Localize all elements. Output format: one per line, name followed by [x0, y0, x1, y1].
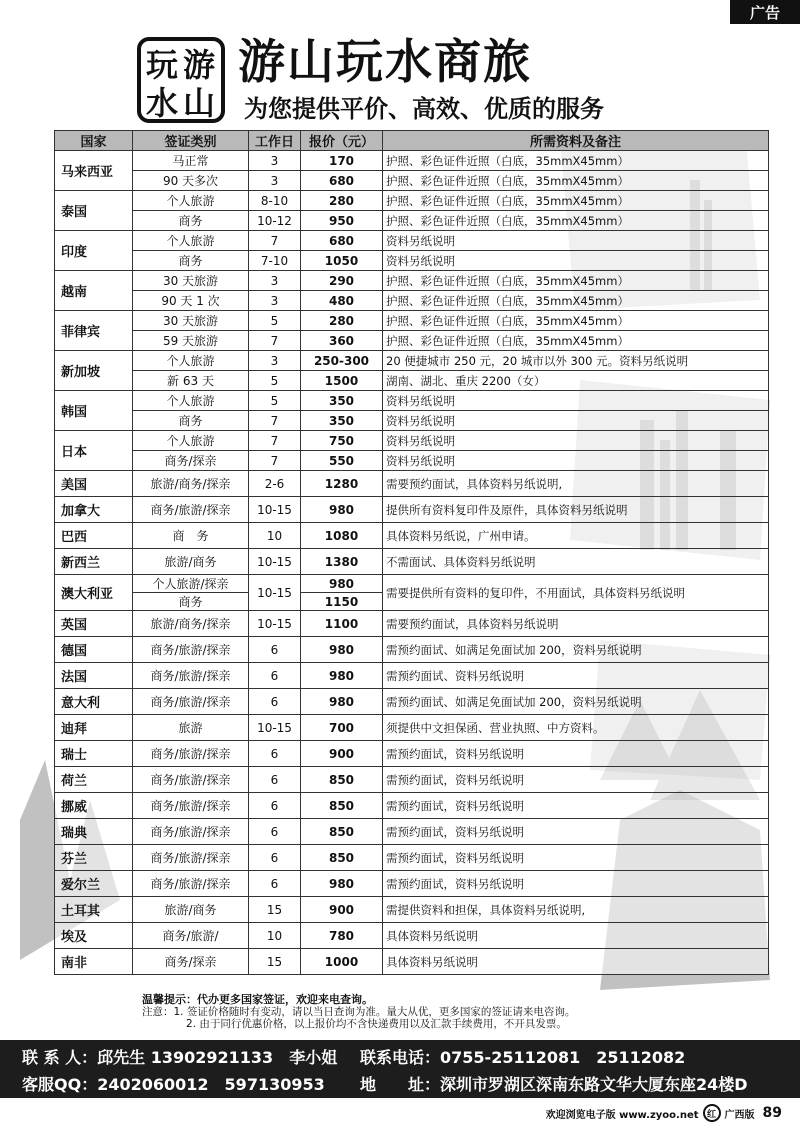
workdays-cell: 10-15	[249, 497, 301, 523]
visa-type-cell: 商务/旅游/	[133, 923, 249, 949]
visa-type-cell: 商务/旅游/探亲	[133, 637, 249, 663]
workdays-cell: 5	[249, 391, 301, 411]
country-cell: 日本	[55, 431, 133, 471]
country-cell: 埃及	[55, 923, 133, 949]
visa-type-cell: 商务/探亲	[133, 949, 249, 975]
visa-type-cell: 个人旅游	[133, 191, 249, 211]
price-cell: 350	[301, 391, 383, 411]
table-row	[55, 471, 769, 497]
notes-cell: 资料另纸说明	[383, 251, 769, 271]
header-notes: 所需资料及备注	[383, 131, 769, 151]
workdays-cell: 6	[249, 663, 301, 689]
notes-cell: 需预约面试，资料另纸说明	[383, 767, 769, 793]
price-cell: 250-300	[301, 351, 383, 371]
footer-edition: 广西版	[724, 1109, 755, 1121]
table-row	[55, 611, 769, 637]
table-row	[55, 431, 769, 451]
header-country: 国家	[55, 131, 133, 151]
workdays-cell: 2-6	[249, 471, 301, 497]
price-cell: 900	[301, 897, 383, 923]
table-row	[55, 231, 769, 251]
table-row	[55, 949, 769, 975]
price-cell: 850	[301, 793, 383, 819]
visa-type-cell: 个人旅游	[133, 391, 249, 411]
workdays-cell: 7-10	[249, 251, 301, 271]
notes-cell: 提供所有资料复印件及原件，具体资料另纸说明	[383, 497, 769, 523]
country-cell: 马来西亚	[55, 151, 133, 191]
notes-cell: 不需面试、具体资料另纸说明	[383, 549, 769, 575]
workdays-cell: 7	[249, 331, 301, 351]
country-cell: 新西兰	[55, 549, 133, 575]
notes-cell: 护照、彩色证件近照（白底，35mmX45mm）	[383, 311, 769, 331]
country-cell: 南非	[55, 949, 133, 975]
workdays-cell: 8-10	[249, 191, 301, 211]
workdays-cell: 6	[249, 741, 301, 767]
workdays-cell: 6	[249, 819, 301, 845]
visa-type-cell: 商务/探亲	[133, 451, 249, 471]
country-cell: 加拿大	[55, 497, 133, 523]
workdays-cell: 10-12	[249, 211, 301, 231]
notes-cell: 护照、彩色证件近照（白底，35mmX45mm）	[383, 151, 769, 171]
country-cell: 土耳其	[55, 897, 133, 923]
notes-cell: 护照、彩色证件近照（白底，35mmX45mm）	[383, 171, 769, 191]
table-row	[55, 391, 769, 411]
workdays-cell: 10	[249, 923, 301, 949]
notes-cell: 护照、彩色证件近照（白底，35mmX45mm）	[383, 271, 769, 291]
workdays-cell: 10-15	[249, 575, 301, 611]
visa-type-cell: 旅游/商务/探亲	[133, 471, 249, 497]
notes-cell: 资料另纸说明	[383, 391, 769, 411]
visa-type-cell: 90 天多次	[133, 171, 249, 191]
visa-type-cell: 商务	[133, 211, 249, 231]
table-header-row	[55, 131, 769, 151]
footer-logo-icon: 红	[703, 1104, 721, 1122]
table-row	[55, 689, 769, 715]
table-row	[55, 871, 769, 897]
price-cell: 980	[301, 663, 383, 689]
footer-browse-text: 欢迎浏览电子版 www.zyoo.net	[545, 1109, 699, 1121]
table-row	[55, 371, 769, 391]
visa-type-cell: 59 天旅游	[133, 331, 249, 351]
brand-subtitle: 为您提供平价、高效、优质的服务	[244, 95, 604, 123]
table-row	[55, 663, 769, 689]
workdays-cell: 3	[249, 291, 301, 311]
notes-cell: 护照、彩色证件近照（白底，35mmX45mm）	[383, 211, 769, 231]
country-cell: 法国	[55, 663, 133, 689]
visa-type-cell: 商 务	[133, 523, 249, 549]
country-cell: 迪拜	[55, 715, 133, 741]
visa-type-cell: 商务/旅游/探亲	[133, 741, 249, 767]
country-cell: 挪威	[55, 793, 133, 819]
visa-type-cell: 新 63 天	[133, 371, 249, 391]
brand-title: 游山玩水商旅	[238, 35, 532, 90]
country-cell: 意大利	[55, 689, 133, 715]
workdays-cell: 10-15	[249, 549, 301, 575]
notes-cell: 具体资料另纸说明	[383, 949, 769, 975]
visa-type-cell: 商务/旅游/探亲	[133, 497, 249, 523]
price-cell: 1500	[301, 371, 383, 391]
visa-type-cell: 90 天 1 次	[133, 291, 249, 311]
visa-type-cell: 个人旅游	[133, 231, 249, 251]
table-row	[55, 575, 769, 593]
table-row	[55, 767, 769, 793]
price-cell: 1080	[301, 523, 383, 549]
country-cell: 菲律宾	[55, 311, 133, 351]
visa-type-cell: 商务	[133, 251, 249, 271]
notes-cell: 资料另纸说明	[383, 411, 769, 431]
notes-cell: 需预约面试、如满足免面试加 200，资料另纸说明	[383, 689, 769, 715]
visa-type-cell: 旅游/商务	[133, 549, 249, 575]
visa-type-cell: 商务/旅游/探亲	[133, 663, 249, 689]
workdays-cell: 10	[249, 523, 301, 549]
ad-tag: 广告	[730, 0, 800, 24]
workdays-cell: 3	[249, 271, 301, 291]
visa-type-cell: 商务/旅游/探亲	[133, 793, 249, 819]
workdays-cell: 7	[249, 431, 301, 451]
table-body	[55, 151, 769, 975]
notes-cell: 护照、彩色证件近照（白底，35mmX45mm）	[383, 331, 769, 351]
brand-seal-logo	[136, 36, 226, 124]
country-cell: 韩国	[55, 391, 133, 431]
notes-cell: 护照、彩色证件近照（白底，35mmX45mm）	[383, 291, 769, 311]
visa-type-cell: 个人旅游	[133, 431, 249, 451]
price-cell: 680	[301, 171, 383, 191]
country-cell: 英国	[55, 611, 133, 637]
country-cell: 德国	[55, 637, 133, 663]
workdays-cell: 15	[249, 949, 301, 975]
table-row	[55, 819, 769, 845]
contact-phone: 联系电话：0755-25112081 25112082	[360, 1047, 686, 1067]
notes-cell: 需预约面试，资料另纸说明	[383, 793, 769, 819]
notes-cell: 护照、彩色证件近照（白底，35mmX45mm）	[383, 191, 769, 211]
price-cell: 280	[301, 311, 383, 331]
visa-type-cell: 旅游	[133, 715, 249, 741]
country-cell: 新加坡	[55, 351, 133, 391]
table-row	[55, 897, 769, 923]
visa-type-cell: 旅游/商务/探亲	[133, 611, 249, 637]
notes-cell: 须提供中文担保函、营业执照、中方资料。	[383, 715, 769, 741]
country-cell: 荷兰	[55, 767, 133, 793]
price-cell: 980	[301, 871, 383, 897]
visa-type-cell: 30 天旅游	[133, 271, 249, 291]
workdays-cell: 6	[249, 845, 301, 871]
notes-cell: 需提供资料和担保，具体资料另纸说明,	[383, 897, 769, 923]
country-cell: 瑞士	[55, 741, 133, 767]
country-cell: 爱尔兰	[55, 871, 133, 897]
workdays-cell: 7	[249, 231, 301, 251]
visa-type-cell: 商务/旅游/探亲	[133, 767, 249, 793]
notes-cell: 资料另纸说明	[383, 431, 769, 451]
price-cell: 1150	[301, 593, 383, 611]
table-row	[55, 311, 769, 331]
country-cell: 印度	[55, 231, 133, 271]
price-cell: 850	[301, 845, 383, 871]
notes-cell: 需预约面试，资料另纸说明	[383, 741, 769, 767]
price-cell: 290	[301, 271, 383, 291]
price-cell: 480	[301, 291, 383, 311]
visa-type-cell: 商务/旅游/探亲	[133, 819, 249, 845]
price-cell: 1380	[301, 549, 383, 575]
table-row	[55, 793, 769, 819]
contact-bar	[0, 1040, 800, 1098]
price-cell: 700	[301, 715, 383, 741]
country-cell: 美国	[55, 471, 133, 497]
table-row	[55, 741, 769, 767]
workdays-cell: 3	[249, 151, 301, 171]
price-cell: 550	[301, 451, 383, 471]
price-cell: 1100	[301, 611, 383, 637]
price-cell: 980	[301, 689, 383, 715]
table-row	[55, 351, 769, 371]
visa-type-cell: 个人旅游	[133, 351, 249, 371]
tips-block	[142, 994, 762, 1030]
notes-cell: 需要预约面试，具体资料另纸说明	[383, 611, 769, 637]
notes-cell: 需预约面试，资料另纸说明	[383, 819, 769, 845]
visa-type-cell: 旅游/商务	[133, 897, 249, 923]
workdays-cell: 3	[249, 171, 301, 191]
table-row	[55, 171, 769, 191]
price-cell: 850	[301, 819, 383, 845]
country-cell: 越南	[55, 271, 133, 311]
header-visa-type: 签证类别	[133, 131, 249, 151]
visa-type-cell: 商务	[133, 411, 249, 431]
visa-type-cell: 商务/旅游/探亲	[133, 871, 249, 897]
table-row	[55, 251, 769, 271]
page-number: 89	[762, 1105, 782, 1121]
visa-type-cell: 马正常	[133, 151, 249, 171]
table-row	[55, 331, 769, 351]
workdays-cell: 15	[249, 897, 301, 923]
workdays-cell: 6	[249, 689, 301, 715]
notes-cell: 需预约面试、如满足免面试加 200，资料另纸说明	[383, 637, 769, 663]
table-row	[55, 291, 769, 311]
price-cell: 750	[301, 431, 383, 451]
workdays-cell: 10-15	[249, 611, 301, 637]
table-row	[55, 923, 769, 949]
price-cell: 900	[301, 741, 383, 767]
country-cell: 澳大利亚	[55, 575, 133, 611]
price-cell: 1280	[301, 471, 383, 497]
country-cell: 芬兰	[55, 845, 133, 871]
table-row	[55, 211, 769, 231]
header-workdays: 工作日	[249, 131, 301, 151]
seal-char-4: 水	[146, 84, 179, 122]
table-row	[55, 451, 769, 471]
price-cell: 980	[301, 637, 383, 663]
visa-type-cell: 个人旅游/探亲	[133, 575, 249, 593]
table-row	[55, 715, 769, 741]
notes-cell: 需预约面试，资料另纸说明	[383, 845, 769, 871]
price-cell: 360	[301, 331, 383, 351]
workdays-cell: 7	[249, 411, 301, 431]
header-price: 报价（元）	[301, 131, 383, 151]
table-row	[55, 845, 769, 871]
workdays-cell: 6	[249, 871, 301, 897]
tips-line-1: 注意：1. 签证价格随时有变动，请以当日查询为准。量大从优，更多国家的签证请来电咨询。	[142, 1006, 576, 1018]
contact-address: 地 址：深圳市罗湖区深南东路文华大厦东座24楼D	[360, 1074, 748, 1094]
seal-char-1: 游	[183, 46, 216, 84]
notes-cell: 需预约面试、资料另纸说明	[383, 663, 769, 689]
table-row	[55, 151, 769, 171]
country-cell: 巴西	[55, 523, 133, 549]
table-row	[55, 411, 769, 431]
tips-title: 温馨提示：代办更多国家签证，欢迎来电查询。	[142, 993, 373, 1006]
visa-type-cell: 30 天旅游	[133, 311, 249, 331]
country-cell: 泰国	[55, 191, 133, 231]
price-cell: 280	[301, 191, 383, 211]
price-cell: 680	[301, 231, 383, 251]
table-row	[55, 271, 769, 291]
notes-cell: 需要预约面试，具体资料另纸说明,	[383, 471, 769, 497]
workdays-cell: 6	[249, 767, 301, 793]
price-cell: 950	[301, 211, 383, 231]
visa-price-table	[54, 130, 769, 975]
page-footer	[0, 1100, 800, 1126]
notes-cell: 需要提供所有资料的复印件，不用面试，具体资料另纸说明	[383, 575, 769, 611]
workdays-cell: 5	[249, 311, 301, 331]
notes-cell: 20 便捷城市 250 元，20 城市以外 300 元。资料另纸说明	[383, 351, 769, 371]
contact-person: 联 系 人：邱先生 13902921133 李小姐	[22, 1047, 338, 1067]
notes-cell: 资料另纸说明	[383, 451, 769, 471]
table-row	[55, 523, 769, 549]
price-cell: 780	[301, 923, 383, 949]
workdays-cell: 6	[249, 637, 301, 663]
price-cell: 170	[301, 151, 383, 171]
price-cell: 1050	[301, 251, 383, 271]
price-cell: 850	[301, 767, 383, 793]
visa-type-cell: 商务/旅游/探亲	[133, 689, 249, 715]
table-row	[55, 497, 769, 523]
workdays-cell: 7	[249, 451, 301, 471]
notes-cell: 具体资料另纸说，广州申请。	[383, 523, 769, 549]
notes-cell: 需预约面试，资料另纸说明	[383, 871, 769, 897]
price-cell: 980	[301, 497, 383, 523]
visa-type-cell: 商务	[133, 593, 249, 611]
table-row	[55, 637, 769, 663]
notes-cell: 湖南、湖北、重庆 2200（女）	[383, 371, 769, 391]
country-cell: 瑞典	[55, 819, 133, 845]
notes-cell: 具体资料另纸说明	[383, 923, 769, 949]
table-row	[55, 549, 769, 575]
tips-line-2: 2. 由于同行优惠价格，以上报价均不含快递费用以及汇款手续费用，不开具发票。	[186, 1018, 567, 1030]
seal-char-2: 玩	[146, 46, 179, 84]
workdays-cell: 10-15	[249, 715, 301, 741]
workdays-cell: 6	[249, 793, 301, 819]
workdays-cell: 3	[249, 351, 301, 371]
price-cell: 980	[301, 575, 383, 593]
notes-cell: 资料另纸说明	[383, 231, 769, 251]
contact-qq: 客服QQ：2402060012 597130953	[22, 1074, 325, 1094]
table-row	[55, 191, 769, 211]
price-cell: 1000	[301, 949, 383, 975]
seal-char-3: 山	[183, 84, 216, 122]
visa-type-cell: 商务/旅游/探亲	[133, 845, 249, 871]
price-cell: 350	[301, 411, 383, 431]
workdays-cell: 5	[249, 371, 301, 391]
